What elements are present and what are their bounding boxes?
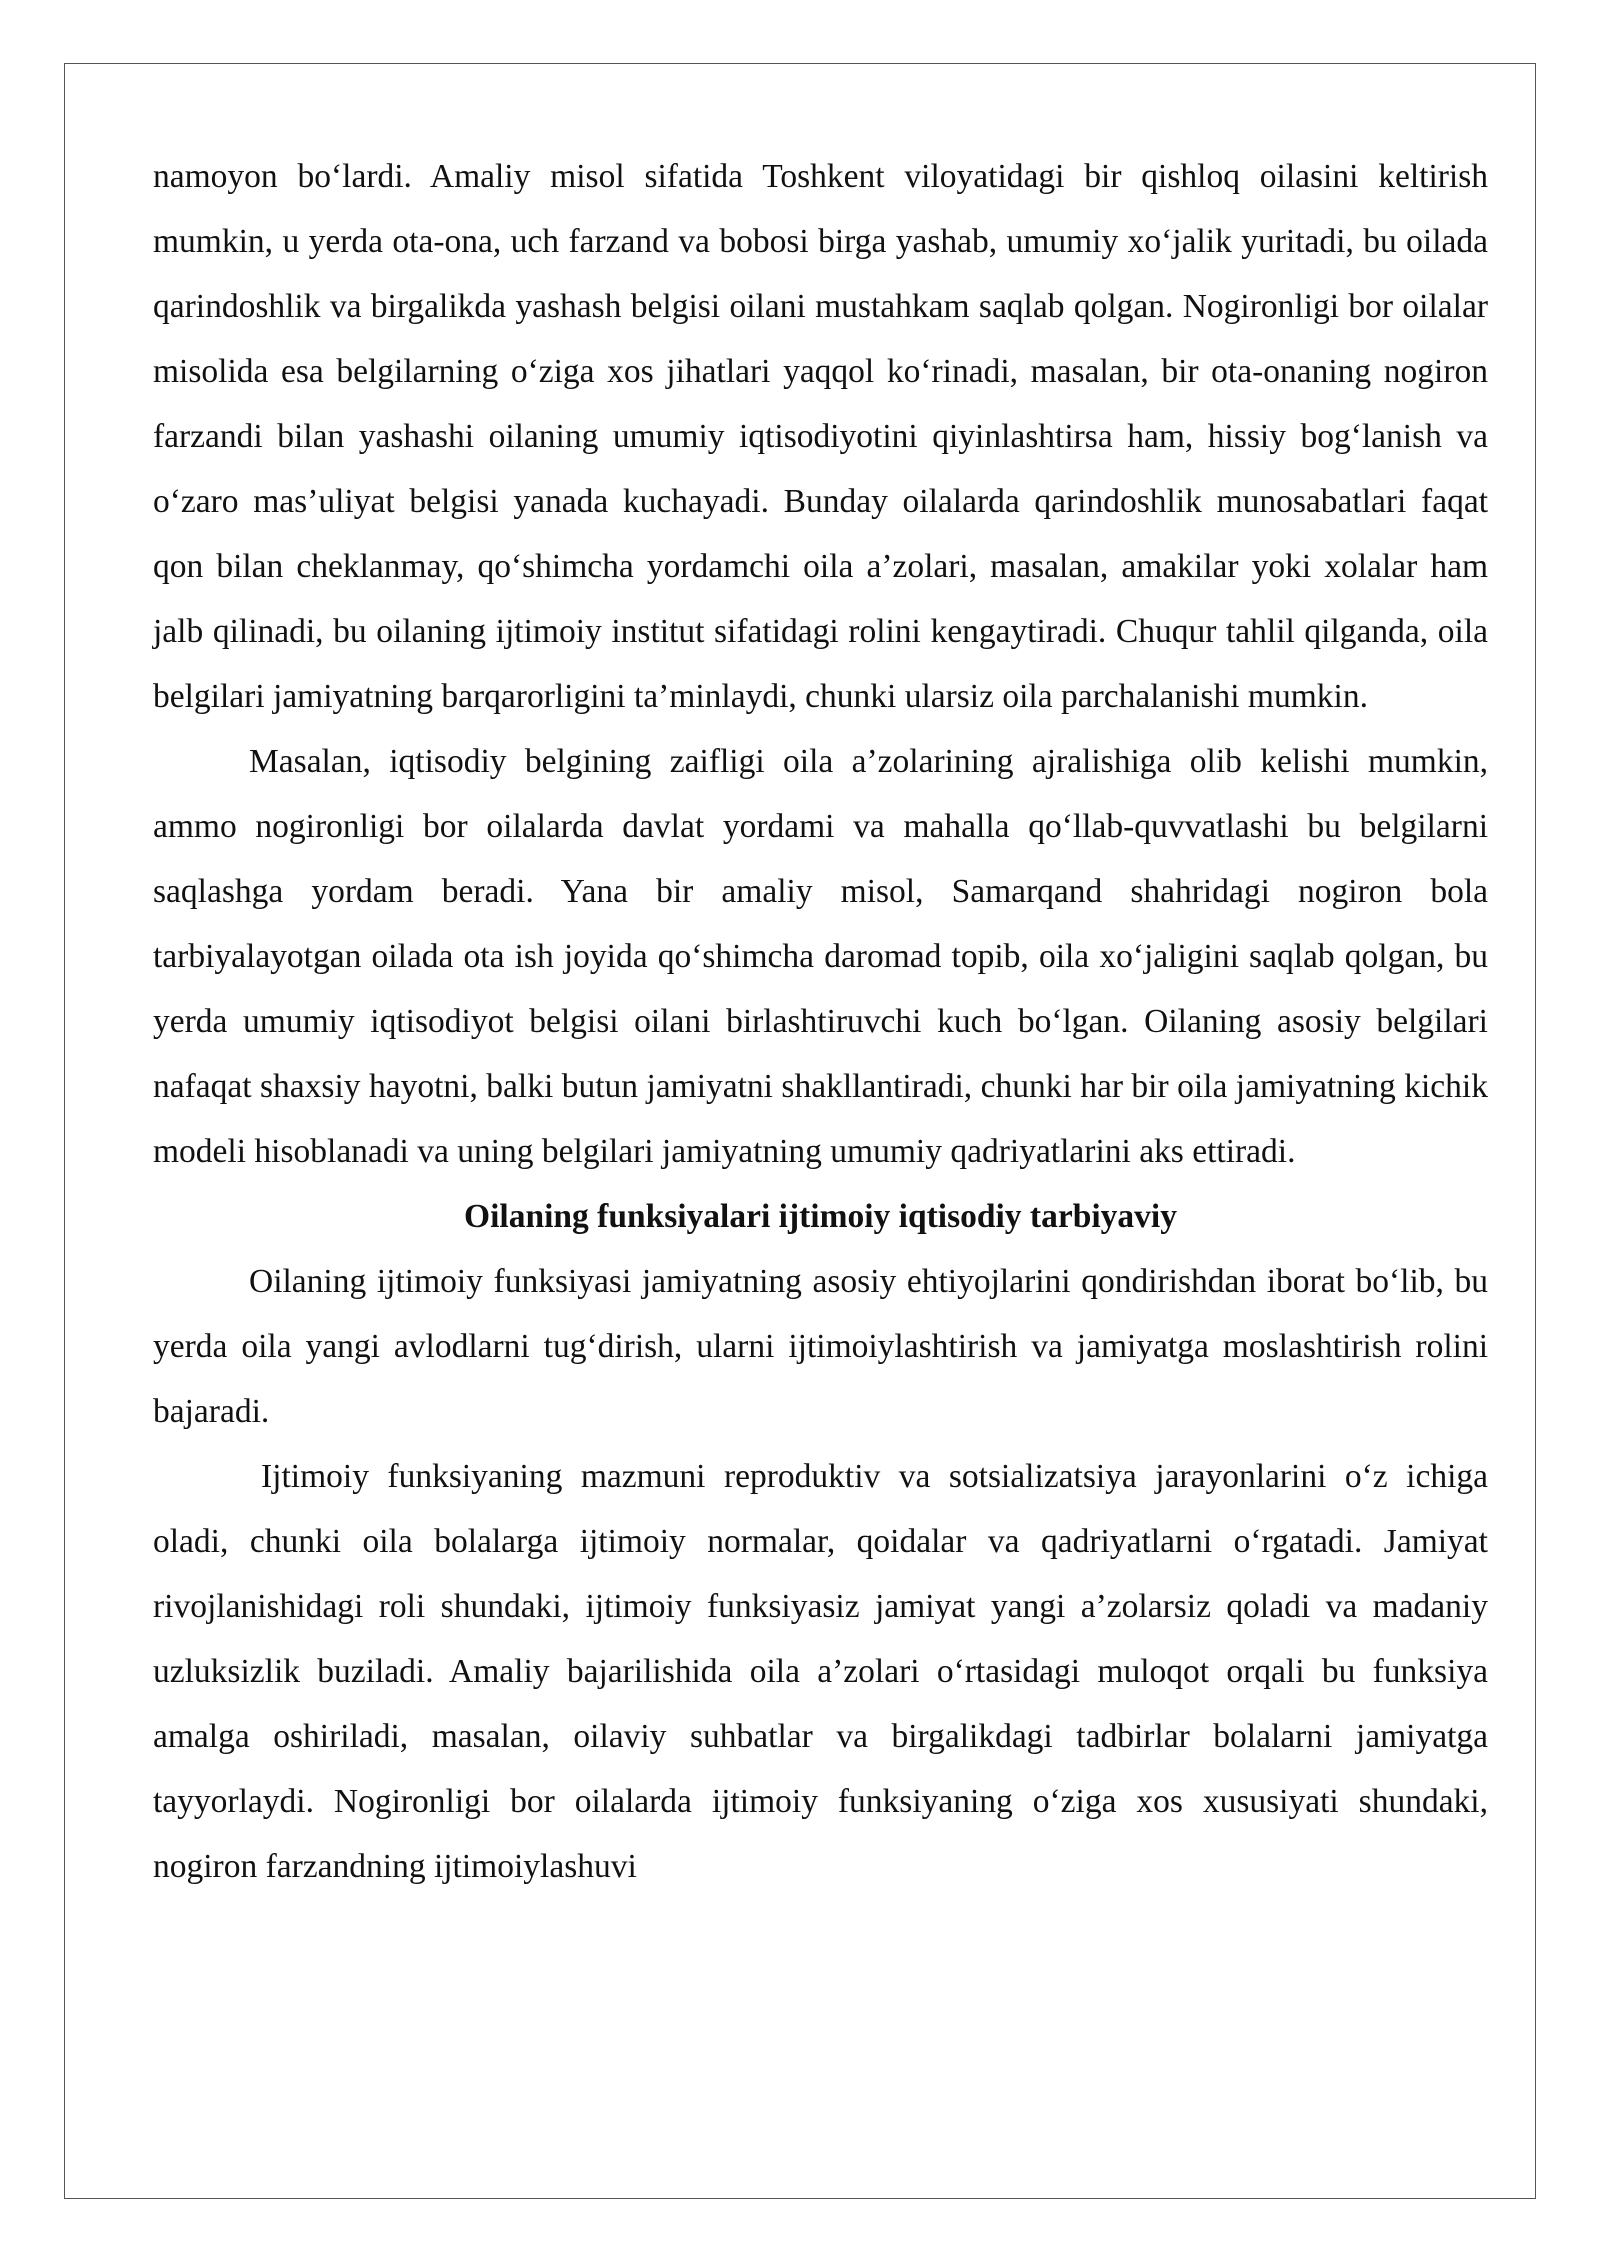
document-body: [153, 144, 1488, 1899]
paragraph-social-function: Oilaning ijtimoiy funksiyasi jamiyatning asosiy ehtiyojlarini qondirishdan iborat bo‘lib, bu yerda oila yangi avlodlarni tug‘dirish, ularni ijtimoiylashtirish va jamiyatga moslashtirish rolini bajaradi.: [153, 1263, 1488, 1430]
section-heading: Oilaning funksiyalari ijtimoiy iqtisodiy tarbiyaviy: [464, 1198, 1177, 1235]
paragraph-continuation: namoyon bo‘lardi. Amaliy misol sifatida Toshkent viloyatidagi bir qishloq oilasini keltirish mumkin, u yerda ota-ona, uch farzand va bobosi birga yashab, umumiy xo‘jalik yuritadi, bu oilada qarindoshlik va birgalikda yashash belgisi oilani mustahkam saqlab qolgan. Nogironligi bor oilalar misolida esa belgilarning o‘ziga xos jihatlari yaqqol ko‘rinadi, masalan, bir ota-onaning nogiron farzandi bilan yashashi oilaning umumiy iqtisodiyotini qiyinlashtirsa ham, hissiy bog‘lanish va o‘zaro mas’uliyat belgisi yanada kuchayadi. Bunday oilalarda qarindoshlik munosabatlari faqat qon bilan cheklanmay, qo‘shimcha yordamchi oila a’zolari, masalan, amakilar yoki xolalar ham jalb qilinadi, bu oilaning ijtimoiy institut sifatidagi rolini kengaytiradi. Chuqur tahlil qilganda, oila belgilari jamiyatning barqarorligini ta’minlaydi, chunki ularsiz oila parchalanishi mumkin.: [153, 158, 1488, 715]
paragraph-economic-example: Masalan, iqtisodiy belgining zaifligi oila a’zolarining ajralishiga olib kelishi mumkin, ammo nogironligi bor oilalarda davlat yordami va mahalla qo‘llab-quvvatlashi bu belgilarni saqlashga yordam beradi. Yana bir amaliy misol, Samarqand shahridagi nogiron bola tarbiyalayotgan oilada ota ish joyida qo‘shimcha daromad topib, oila xo‘jaligini saqlab qolgan, bu yerda umumiy iqtisodiyot belgisi oilani birlashtiruvchi kuch bo‘lgan. Oilaning asosiy belgilari nafaqat shaxsiy hayotni, balki butun jamiyatni shakllantiradi, chunki har bir oila jamiyatning kichik modeli hisoblanadi va uning belgilari jamiyatning umumiy qadriyatlarini aks ettiradi.: [153, 743, 1488, 1170]
paragraph-social-function-content: Ijtimoiy funksiyaning mazmuni reproduktiv va sotsializatsiya jarayonlarini o‘z ichiga oladi, chunki oila bolalarga ijtimoiy normalar, qoidalar va qadriyatlarni o‘rgatadi. Jamiyat rivojlanishidagi roli shundaki, ijtimoiy funksiyasiz jamiyat yangi a’zolarsiz qoladi va madaniy uzluksizlik buziladi. Amaliy bajarilishida oila a’zolari o‘rtasidagi muloqot orqali bu funksiya amalga oshiriladi, masalan, oilaviy suhbatlar va birgalikdagi tadbirlar bolalarni jamiyatga tayyorlaydi. Nogironligi bor oilalarda ijtimoiy funksiyaning o‘ziga xos xususiyati shundaki, nogiron farzandning ijtimoiylashuvi: [153, 1458, 1488, 1885]
